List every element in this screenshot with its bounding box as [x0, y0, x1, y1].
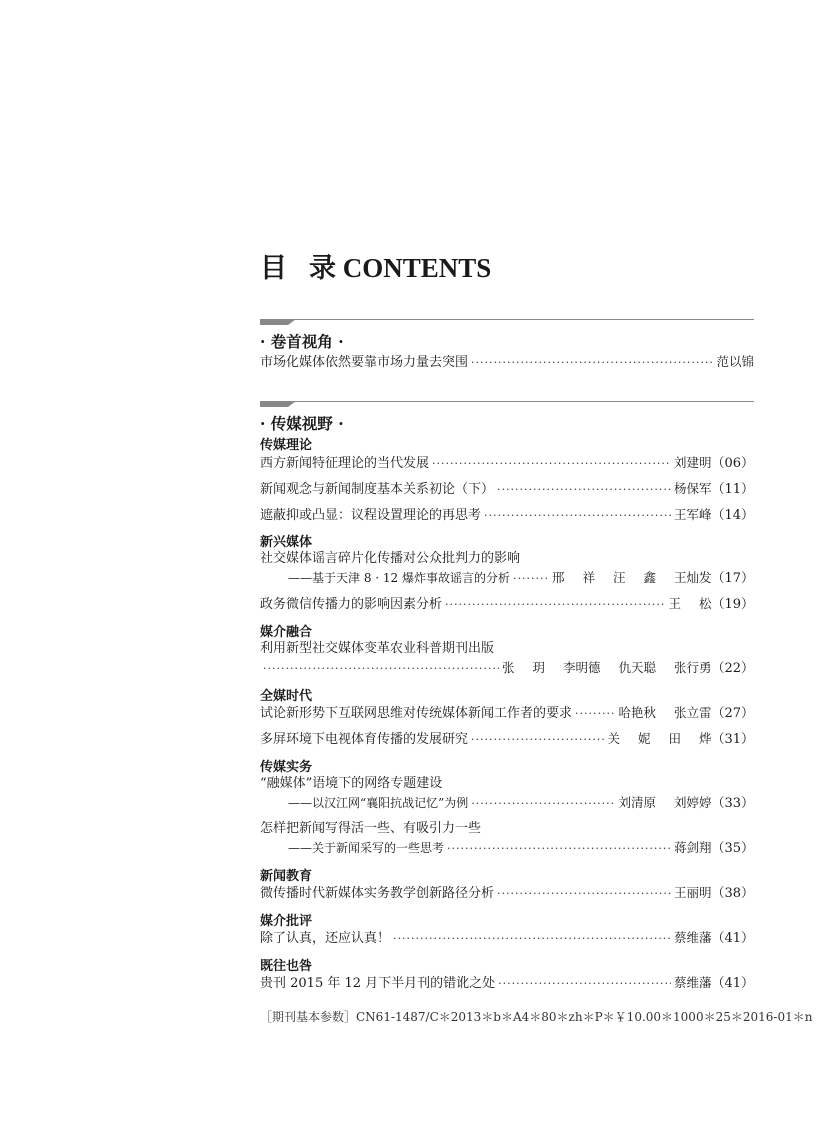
toc-entry[interactable]: 遮蔽抑或凸显：议程设置理论的再思考 ····· 王军峰 （14）	[260, 506, 754, 525]
section-title: · 卷首视角 ·	[260, 332, 344, 351]
title-cn-2: 录	[309, 253, 336, 283]
title-cn-1: 目	[260, 253, 287, 283]
toc-entry[interactable]: 西方新闻特征理论的当代发展 ····· 刘建明 （06）	[260, 454, 754, 473]
toc-entry[interactable]: 新闻观念与新闻制度基本关系初论（下） ····· 杨保军 （11）	[260, 480, 754, 499]
category-label: 新闻教育	[260, 869, 313, 884]
page-title	[260, 246, 491, 285]
toc-entry[interactable]: 试论新形势下互联网思维对传统媒体新闻工作者的要求 ····· 哈艳秋 张立雷 （27）	[260, 704, 754, 723]
toc-entry[interactable]: 微传播时代新媒体实务教学创新路径分析 ····· 王丽明 （38）	[260, 884, 754, 903]
toc-entry-authors[interactable]: ····· 张 玥 李明德 仇天聪 张行勇 （22）	[260, 659, 754, 678]
toc-entry[interactable]: 市场化媒体依然要靠市场力量去突围 ····· 范以锦	[260, 353, 754, 372]
section-rule	[260, 319, 754, 328]
toc-entry-title[interactable]: 利用新型社交媒体变革农业科普期刊出版	[260, 641, 495, 656]
category-label: 新兴媒体	[260, 535, 313, 550]
toc-entry[interactable]: 多屏环境下电视体育传播的发展研究 ····· 关 妮 田 烨 （31）	[260, 730, 754, 749]
toc-entry-subtitle[interactable]: ——关于新闻采写的一些思考 ····· 蒋剑翔 （35）	[260, 839, 754, 858]
toc-entry[interactable]: 政务微信传播力的影响因素分析 ····· 王 松 （19）	[260, 595, 754, 614]
category-label: 全媒时代	[260, 689, 313, 704]
toc-entry-title[interactable]: “融媒体”语境下的网络专题建设	[260, 776, 443, 791]
toc-entry-title[interactable]: 怎样把新闻写得活一些、有吸引力一些	[260, 821, 482, 836]
category-label: 传媒实务	[260, 760, 313, 775]
section-rule	[260, 401, 754, 410]
journal-parameters: ［期刊基本参数］CN61-1487/C＊2013＊b＊A4＊80＊zh＊P＊￥10.00＊1000＊25＊2016-01＊n	[260, 1010, 813, 1024]
toc-entry-title[interactable]: 社交媒体谣言碎片化传播对公众批判力的影响	[260, 551, 521, 566]
toc-entry-subtitle[interactable]: ——基于天津 8 · 12 爆炸事故谣言的分析 ····· 邢 祥 汪 鑫 王灿发 （17）	[260, 569, 754, 588]
toc-entry-subtitle[interactable]: ——以汉江网“襄阳抗战记忆”为例 ····· 刘清原 刘婷婷 （33）	[260, 794, 754, 813]
category-label: 传媒理论	[260, 438, 313, 453]
title-en: CONTENTS	[342, 253, 492, 283]
category-label: 媒介批评	[260, 914, 313, 929]
category-label: 既往也咎	[260, 959, 313, 974]
toc-entry[interactable]: 贵刊 2015 年 12 月下半月刊的错讹之处 ····· 蔡维藩 （41）	[260, 974, 754, 993]
toc-entry[interactable]: 除了认真，还应认真！ ····· 蔡维藩 （41）	[260, 929, 754, 948]
section-chuanmei	[260, 401, 754, 436]
section-juanshou	[260, 319, 754, 354]
category-label: 媒介融合	[260, 625, 313, 640]
section-title: · 传媒视野 ·	[260, 414, 344, 433]
